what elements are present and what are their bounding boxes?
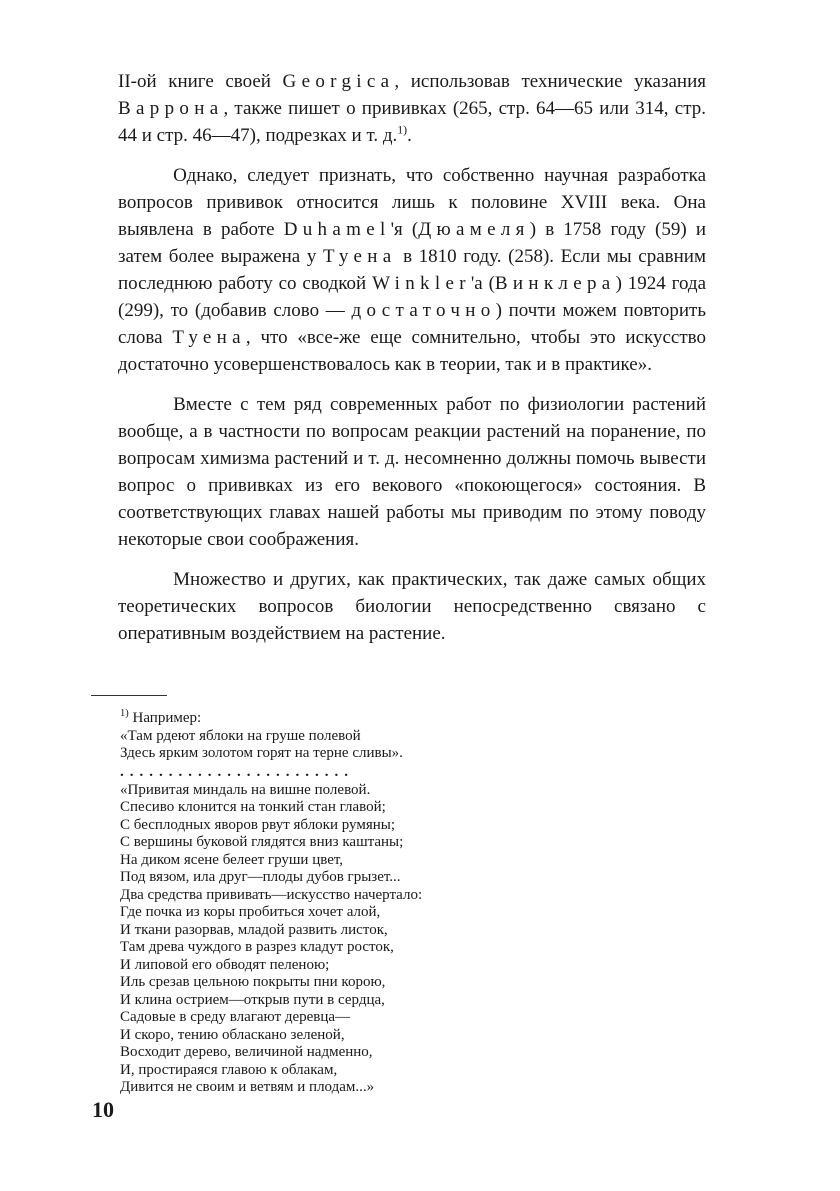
footnote-heading [120,710,560,728]
poem [120,782,560,1097]
footnote-marker: 1) [120,708,129,719]
poem-line: Под вязом, ила друг—плоды дубов грызет... [120,869,401,885]
poem-line: И клина острием—открыв пути в сердца, [120,991,385,1008]
paragraph-1 [118,68,706,149]
run: в 1810 году. (258). Если мы сравним последнюю работу со сводкой [118,246,706,294]
spaced-term-georgica: Georgica [282,71,395,92]
quote-line: Здесь ярким золотом горят на терне сливы». [120,745,403,761]
spaced-term-varron: Варрона [118,98,224,119]
paragraph-2 [118,162,706,378]
run: Множество и других, как практических, так даже самых общих теоретических вопросов биологии непосредственно связано с оперативным воздействием на растение. [118,569,706,644]
footnote-separator-rule [91,695,167,696]
run: , использовав технические указания [394,71,706,92]
poem-line: Садовые в среду влагают деревца— [120,1009,351,1025]
poem-line: И липовой его обводят пеленою; [120,956,330,973]
run: . [407,125,412,146]
footnote-intro: Например: [128,710,202,726]
poem-line: И, простираяся главою к облакам, [120,1061,338,1078]
run: ) почти можем повторить слова [118,300,706,348]
spaced-term-vinkler-ru: Винклера [494,273,616,294]
poem-line: Иль срезав цельною покрыты пни корою, [120,974,386,990]
poem-line: Два средства прививать—искусство начертало: [120,886,423,903]
poem-line: С бесплодных яворов рвут яблоки румяны; [120,816,396,833]
run: II-ой книге своей [118,71,283,92]
ellipsis-dots: ........................ [120,763,354,780]
run: 'а ( [470,273,495,294]
poem-line: Дивится не своим и ветвям и плодам...» [120,1079,375,1095]
footnote-reference: 1) [397,123,408,137]
poem-line: И скоро, тению обласкано зеленой, [120,1026,345,1043]
poem-line: Там древа чуждого в разрез кладут росток, [120,939,394,955]
run: ) в 1758 году (59) и затем более выражена у [118,219,706,267]
page-body [118,68,706,647]
poem-line: С вершины буковой глядятся вниз каштаны; [120,834,404,850]
paragraph-3 [118,391,706,553]
run: 'я ( [390,219,419,240]
main-text [118,68,706,647]
poem-line: «Привитая миндаль на вишне полевой. [120,781,371,798]
run: ) 1924 года (299), то (добавив слово — [118,273,706,321]
poem-line: Где почка из коры пробиться хочет алой, [120,904,381,920]
run: , также пишет о прививках (265, стр. 64—65 или 314, стр. 44 и стр. 46—47), подрезках и т. д. [118,98,706,146]
spaced-term-duhamel: Duhamel [283,219,391,240]
poem-line: Спесиво клонится на тонкий стан главой; [120,799,386,815]
footnote-block [120,710,560,1097]
spaced-term-tuen-2: Туена [172,327,246,348]
poem-line: Восходит дерево, величиной надменно, [120,1044,373,1060]
spaced-term-duamel-ru: Дюамеля [418,219,530,240]
run: Вместе с тем ряд современных работ по физиологии растений вообще, а в частности по вопросам реакции растений на поранение, по вопросам химизма растений и т. д. несомненно должны помочь вывести вопрос о прививках из его векового «покоющегося» состояния. В соответствующих главах нашей работы мы приводим по этому поводу некоторые свои соображения. [118,394,706,550]
paragraph-4 [118,566,706,647]
page-number: 10 [92,1097,114,1122]
spaced-term-winkler: Winkler [372,273,471,294]
poem-line: На диком ясене белеет груши цвет, [120,851,344,868]
run: Однако, следует признать, что собственно научная разработка вопросов прививок относится лишь к половине XVIII века. Она выявлена в работе [118,165,706,240]
quote-line: «Там рдеют яблоки на груше полевой [120,727,361,744]
spaced-term-dostatochno: достаточно [351,300,496,321]
run: , что «все-же еще сомнительно, чтобы это искусство достаточно усовершенствовалось как в теории, так и в практике». [118,327,706,375]
spaced-term-tuen: Туена [322,246,397,267]
poem-line: И ткани разорвав, младой развить листок, [120,921,388,938]
